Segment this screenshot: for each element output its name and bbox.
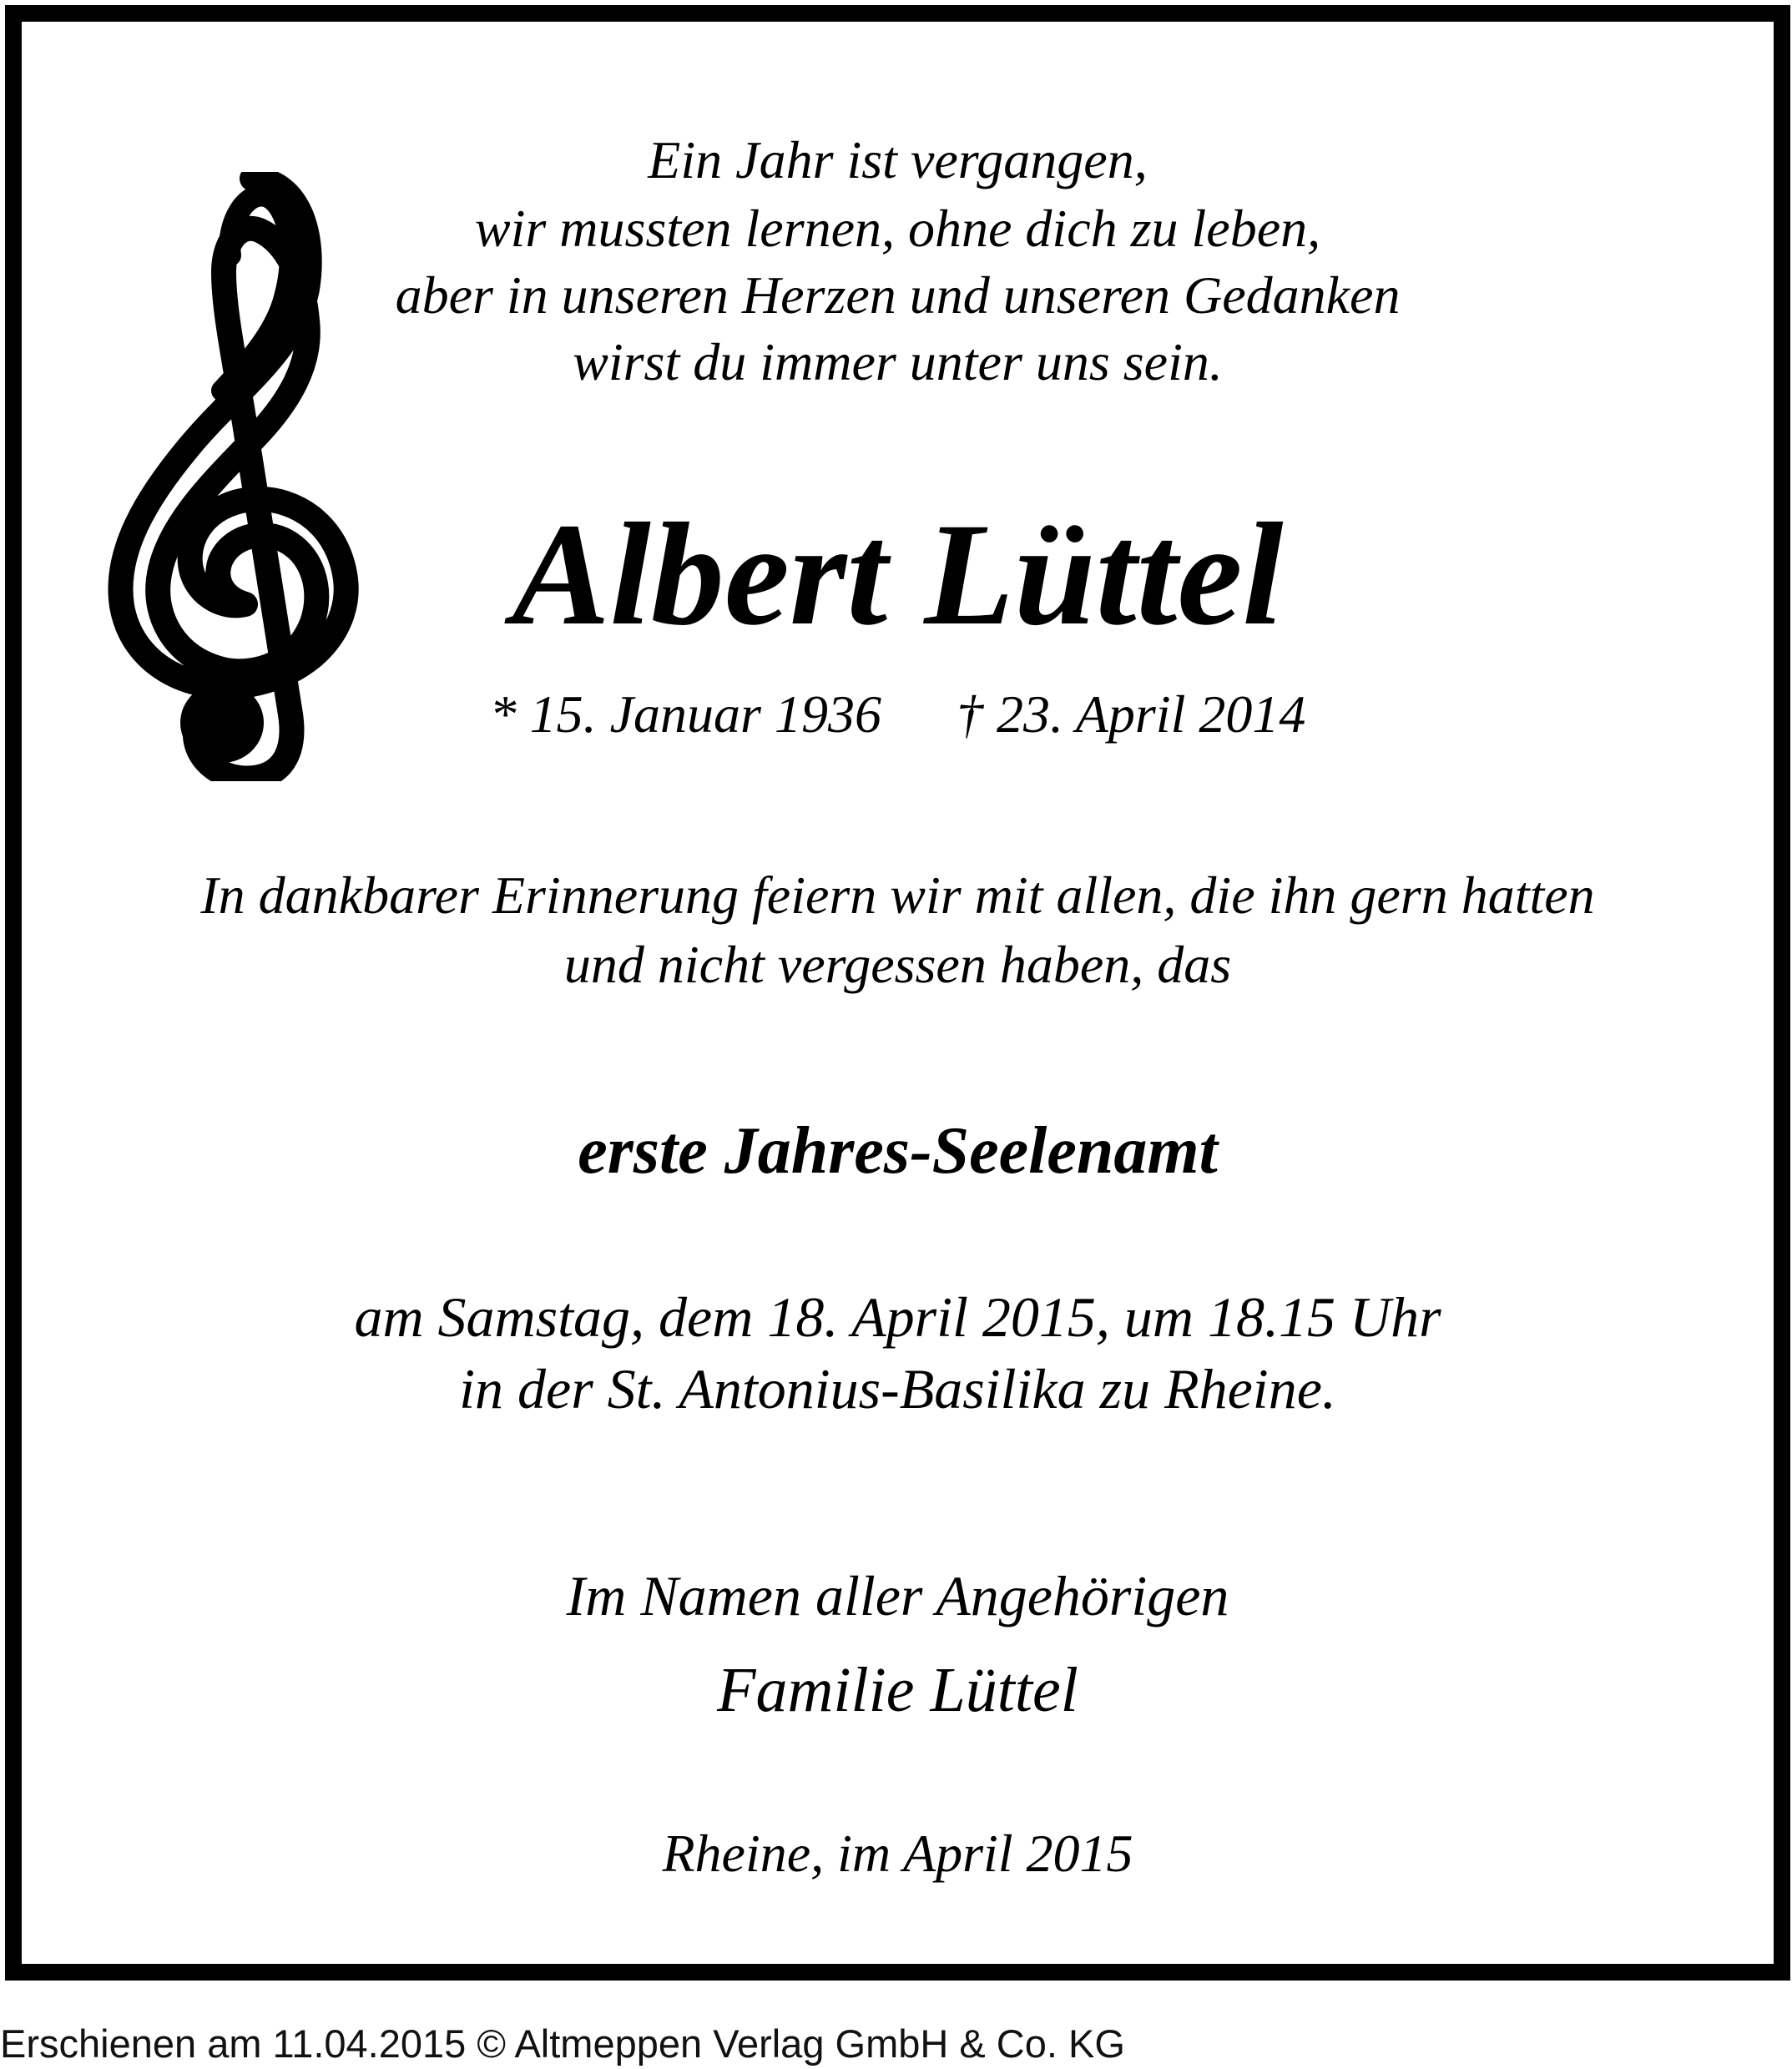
invitation-line-1: In dankbarer Erinnerung feiern wir mit allen, die ihn gern hatten	[200, 865, 1595, 925]
obituary-frame	[5, 5, 1790, 1981]
poem-line-3: aber in unseren Herzen und unseren Gedanken	[395, 265, 1401, 325]
service-date: am Samstag, dem 18. April 2015, um 18.15 Uhr	[354, 1285, 1441, 1349]
invitation-line-2: und nicht vergessen haben, das	[563, 935, 1232, 994]
poem-line-4: wirst du immer unter uns sein.	[573, 332, 1223, 391]
publication-footer: Erschienen am 11.04.2015 © Altmeppen Verlag GmbH & Co. KG	[0, 2021, 1125, 2066]
signature-family: Familie Lüttel	[717, 1655, 1078, 1725]
signature-intro: Im Namen aller Angehörigen	[566, 1564, 1229, 1627]
service-title: erste Jahres-Seelenamt	[578, 1114, 1218, 1188]
deceased-name: Albert Lüttel	[512, 493, 1284, 656]
life-dates	[22, 684, 1774, 744]
death-date: † 23. April 2014	[956, 684, 1306, 744]
poem-line-1: Ein Jahr ist vergangen,	[648, 130, 1148, 189]
birth-date: * 15. Januar 1936	[489, 684, 881, 744]
poem-line-2: wir mussten lernen, ohne dich zu leben,	[474, 199, 1321, 258]
place-date: Rheine, im April 2015	[662, 1824, 1133, 1883]
service-place: in der St. Antonius-Basilika zu Rheine.	[459, 1357, 1336, 1421]
